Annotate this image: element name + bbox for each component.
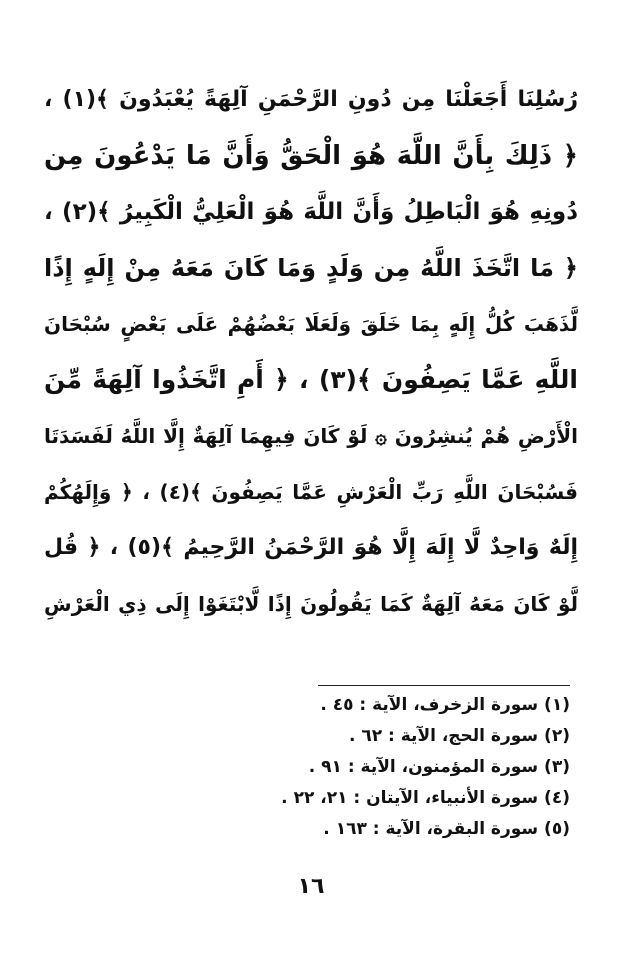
- verse-line: الْأَرْضِ هُمْ يُنشِرُونَ ۞ لَوْ كَانَ فِيهِمَا آلِهَةٌ إِلَّا اللَّهُ لَفَسَدَتَا: [44, 424, 578, 448]
- verse-line: إِلَهٌ وَاحِدٌ لَّا إِلَهَ إِلَّا هُوَ الرَّحْمَنُ الرَّحِيمُ ﴾(٥) ، ﴿ قُل: [44, 535, 578, 560]
- footnotes-list: [240, 690, 570, 845]
- footnote-item: (٥) سورة البقرة، الآية : ١٦٣ .: [323, 819, 570, 839]
- verse-line: دُونِهِ هُوَ الْبَاطِلُ وَأَنَّ اللَّهَ هُوَ الْعَلِيُّ الْكَبِيرُ ﴾(٢) ،: [44, 199, 578, 225]
- footnote-item: (٣) سورة المؤمنون، الآية : ٩١ .: [308, 757, 570, 777]
- footnote-item: (٤) سورة الأنبياء، الآيتان : ٢١، ٢٢ .: [281, 788, 570, 808]
- footnote-divider: [318, 685, 570, 686]
- verse-line: رُسُلِنَا أَجَعَلْنَا مِن دُونِ الرَّحْمَنِ آلِهَةً يُعْبَدُونَ ﴾(١) ،: [44, 87, 578, 112]
- footnote-item: (٢) سورة الحج، الآية : ٦٢ .: [348, 726, 570, 746]
- page-number: ١٦: [297, 874, 325, 899]
- verse-line: لَّذَهَبَ كُلُّ إِلَهٍ بِمَا خَلَقَ وَلَعَلَا بَعْضُهُمْ عَلَى بَعْضٍ سُبْحَانَ: [44, 312, 578, 336]
- verse-text-block: [44, 72, 578, 632]
- verse-line: ﴿ ذَلِكَ بِأَنَّ اللَّهَ هُوَ الْحَقُّ وَأَنَّ مَا يَدْعُونَ مِن: [44, 141, 578, 171]
- verse-line: لَّوْ كَانَ مَعَهُ آلِهَةٌ كَمَا يَقُولُونَ إِذًا لَّابْتَغَوْا إِلَى ذِي الْعَرْشِ: [44, 592, 578, 616]
- verse-line: اللَّهِ عَمَّا يَصِفُونَ ﴾(٣) ، ﴿ أَمِ اتَّخَذُوا آلِهَةً مِّنَ: [44, 365, 578, 394]
- footnote-item: (١) سورة الزخرف، الآية : ٤٥ .: [320, 695, 570, 715]
- verse-line: فَسُبْحَانَ اللَّهِ رَبِّ الْعَرْشِ عَمَّا يَصِفُونَ ﴾(٤) ، ﴿ وَإِلَهُكُمْ: [44, 480, 578, 504]
- verse-line: ﴿ مَا اتَّخَذَ اللَّهُ مِن وَلَدٍ وَمَا كَانَ مَعَهُ مِنْ إِلَهٍ إِذًا: [44, 254, 578, 282]
